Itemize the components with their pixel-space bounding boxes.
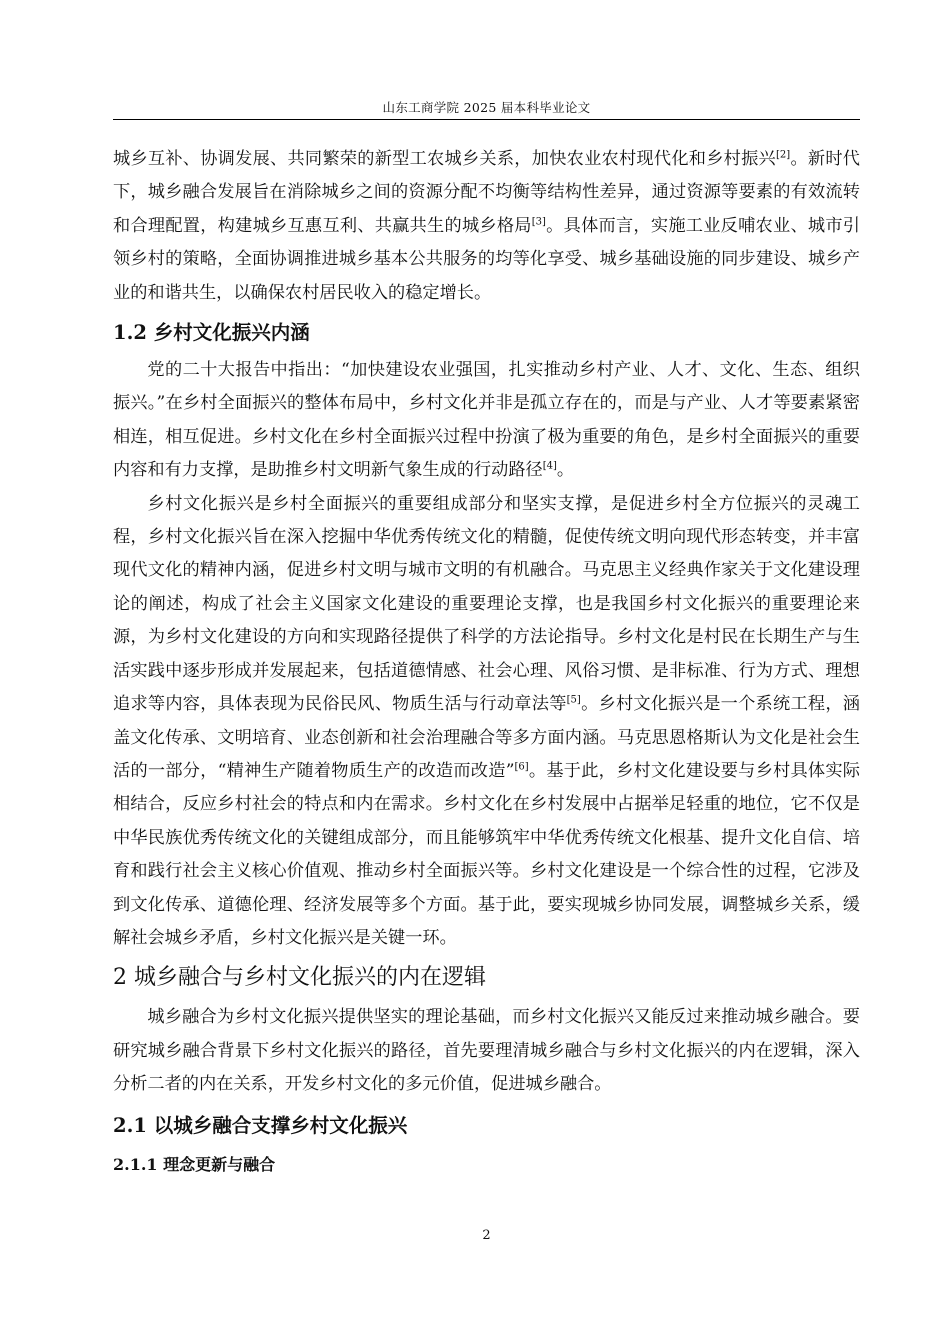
page-number: 2 <box>482 1228 491 1243</box>
paragraph-3: 乡村文化振兴是乡村全面振兴的重要组成部分和坚实支撑，是促进乡村全方位振兴的灵魂工程，乡村文化振兴旨在深入挖掘中华优秀传统文化的精髓，促使传统文明向现代形态转变，并丰富现代文化的精神内涵，促进乡村文明与城市文明的有机融合。马克思主义经典作家关于文化建设理论的阐述，构成了社会主义国家文化建设的重要理论支撑，也是我国乡村文化振兴的重要理论来源，为乡村文化建设的方向和实现路径提供了科学的方法论指导。乡村文化是村民在长期生产与生活实践中逐步形成并发展起来，包括道德情感、社会心理、风俗习惯、是非标准、行为方式、理想追求等内容，具体表现为民俗民风、物质生活与行动章法等[5]。乡村文化振兴是一个系统工程，涵盖文化传承、文明培育、业态创新和社会治理融合等多方面内涵。马克思恩格斯认为文化是社会生活的一部分，“精神生产随着物质生产的改造而改造”[6]。基于此，乡村文化建设要与乡村具体实际相结合，反应乡村社会的特点和内在需求。乡村文化在乡村发展中占据举足轻重的地位，它不仅是中华民族优秀传统文化的关键组成部分，而且能够筑牢中华优秀传统文化根基、提升文化自信、培育和践行社会主义核心价值观、推动乡村全面振兴等。乡村文化建设是一个综合性的过程，它涉及到文化传承、道德伦理、经济发展等多个方面。基于此，要实现城乡协同发展，调整城乡关系，缓解社会城乡矛盾，乡村文化振兴是关键一环。 <box>113 493 860 948</box>
section-heading-2-1: 2.1 以城乡融合支撑乡村文化振兴 <box>113 1113 408 1137</box>
running-header: 山东工商学院 2025 届本科毕业论文 <box>382 100 591 115</box>
chapter-heading-2: 2 城乡融合与乡村文化振兴的内在逻辑 <box>113 965 486 991</box>
paragraph-2: 党的二十大报告中指出：“加快建设农业强国，扎实推动乡村产业、人才、文化、生态、组织振兴。”在乡村全面振兴的整体布局中，乡村文化并非是孤立存在的，而是与产业、人才等要素紧密相连，相互促进。乡村文化在乡村全面振兴过程中扮演了极为重要的角色，是乡村全面振兴的重要内容和有力支撑，是助推乡村文明新气象生成的行动路径[4]。 <box>113 360 860 481</box>
paragraph-1: 城乡互补、协调发展、共同繁荣的新型工农城乡关系，加快农业农村现代化和乡村振兴[2]。新时代下，城乡融合发展旨在消除城乡之间的资源分配不均衡等结构性差异，通过资源等要素的有效流转和合理配置，构建城乡互惠互利、共赢共生的城乡格局[3]。具体而言，实施工业反哺农业、城市引领乡村的策略，全面协调推进城乡基本公共服务的均等化享受、城乡基础设施的同步建设、城乡产业的和谐共生，以确保农村居民收入的稳定增长。 <box>113 149 860 303</box>
citation-2: [2] <box>776 149 791 161</box>
citation-6: [6] <box>514 761 529 773</box>
subsection-heading-2-1-1: 2.1.1 理念更新与融合 <box>113 1154 276 1174</box>
page-body <box>113 143 860 1180</box>
section-heading-1-2: 1.2 乡村文化振兴内涵 <box>113 321 310 345</box>
citation-5: [5] <box>566 694 581 706</box>
header-rule <box>113 119 860 120</box>
paragraph-4: 城乡融合为乡村文化振兴提供坚实的理论基础，而乡村文化振兴又能反过来推动城乡融合。要研究城乡融合背景下乡村文化振兴的路径，首先要理清城乡融合与乡村文化振兴的内在逻辑，深入分析二者的内在关系，开发乡村文化的多元价值，促进城乡融合。 <box>113 1007 860 1095</box>
citation-3: [3] <box>531 216 546 228</box>
citation-4: [4] <box>542 460 557 472</box>
